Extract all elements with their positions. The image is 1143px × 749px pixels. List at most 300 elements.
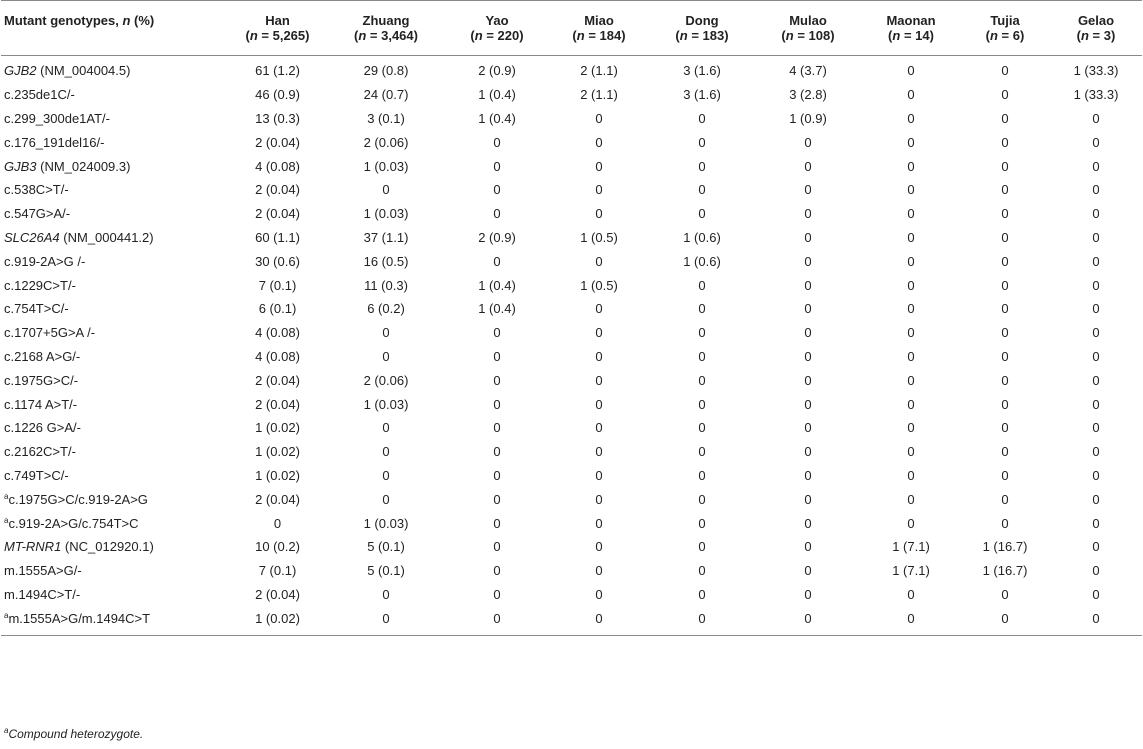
cell-value: 0 <box>804 206 812 222</box>
header-col-n-value: 5,265 <box>272 28 306 43</box>
cell-value: 0 <box>1092 539 1100 555</box>
cell-value: 0 <box>1001 182 1009 198</box>
cell-value: 2 (0.9) <box>478 63 516 79</box>
cell-value: 0 <box>1001 277 1009 293</box>
genotype-label: c.919-2A>G /- <box>4 253 86 269</box>
cell-value: 3 (1.6) <box>683 63 721 79</box>
cell-value: 0 <box>493 586 501 602</box>
cell-value: 0 <box>754 607 862 635</box>
cell-value: 0 <box>1001 372 1009 388</box>
cell-value: 0 <box>698 110 706 126</box>
n-symbol: n <box>474 28 483 43</box>
cell-value: 1 (16.7) <box>982 539 1028 555</box>
genotype-label: c.749T>C/- <box>4 467 69 483</box>
cell-value: 0 <box>1092 229 1100 245</box>
cell-value: 0 <box>382 325 390 341</box>
cell-value: 1 (0.4) <box>478 87 516 103</box>
cell-value: 0 <box>548 607 650 635</box>
cell-value: 0 <box>907 586 915 602</box>
cell-value: 0 <box>1092 372 1100 388</box>
cell-value: 1 (0.02) <box>255 420 300 436</box>
row-label <box>1 250 229 274</box>
row-label <box>1 440 229 464</box>
cell-value: 0 <box>1092 206 1100 222</box>
cell-value: 0 <box>804 539 812 555</box>
table-row <box>1 512 1142 536</box>
cell-value: 0 <box>698 444 706 460</box>
row-label <box>1 226 229 250</box>
cell-value: 0 <box>1092 396 1100 412</box>
footnote-text: Compound heterozygote. <box>8 727 144 741</box>
row-label <box>1 83 229 107</box>
cell-value: 0 <box>493 134 501 150</box>
table-row <box>1 226 1142 250</box>
cell-value: 0 <box>907 182 915 198</box>
cell-value: 30 (0.6) <box>255 253 300 269</box>
table-row <box>1 83 1142 107</box>
cell-value: 0 <box>1092 348 1100 364</box>
row-label <box>1 369 229 393</box>
header-col-n-value: 3 <box>1103 28 1111 43</box>
cell-value: 0 <box>698 586 706 602</box>
row-label <box>1 607 229 635</box>
cell-value: 0 <box>1092 467 1100 483</box>
cell-value: 0 <box>698 301 706 317</box>
table-row <box>1 583 1142 607</box>
row-label <box>1 583 229 607</box>
cell-value: 0 <box>493 491 501 507</box>
table-row <box>1 297 1142 321</box>
cell-value: 0 <box>493 563 501 579</box>
cell-value: 0 <box>1001 63 1009 79</box>
gene-name: MT-RNR1 <box>4 539 62 555</box>
cell-value: 1 (0.03) <box>363 206 409 222</box>
cell-value: 0 <box>804 372 812 388</box>
cell-value: 0 <box>1001 158 1009 174</box>
cell-value: 13 (0.3) <box>255 110 300 126</box>
cell-value: 1 (7.1) <box>892 563 930 579</box>
cell-value: 2 (0.04) <box>255 491 300 507</box>
row-label <box>1 107 229 131</box>
cell-value: 0 <box>382 444 390 460</box>
cell-value: 0 <box>1050 607 1142 635</box>
row-label <box>1 535 229 559</box>
genotype-label: c.1226 G>A/- <box>4 420 81 436</box>
cell-value: 2 (0.06) <box>363 134 409 150</box>
genotype-label: c.299_300de1AT/- <box>4 110 110 126</box>
cell-value: 0 <box>804 396 812 412</box>
cell-value: 0 <box>595 444 603 460</box>
cell-value: 1 (0.4) <box>478 277 516 293</box>
cell-value: 0 <box>698 372 706 388</box>
cell-value: 1 (0.4) <box>478 110 516 126</box>
header-col-8 <box>1050 1 1142 28</box>
cell-value: 0 <box>907 63 915 79</box>
cell-value: 0 <box>595 206 603 222</box>
cell-value: 2 (1.1) <box>580 87 618 103</box>
table-header <box>1 1 1142 56</box>
header-col-n-2: (n = 220) <box>446 27 548 55</box>
table-row <box>1 250 1142 274</box>
cell-value: 0 <box>595 372 603 388</box>
cell-value: 29 (0.8) <box>363 63 409 79</box>
cell-value: 0 <box>804 467 812 483</box>
cell-value: 4 (0.08) <box>255 348 300 364</box>
cell-value: 0 <box>907 87 915 103</box>
cell-value: 0 <box>907 134 915 150</box>
table-row <box>1 488 1142 512</box>
header-col-n-3: (n = 184) <box>548 27 650 55</box>
cell-value: 1 (0.9) <box>789 110 827 126</box>
n-symbol: n <box>679 28 688 43</box>
cell-value: 0 <box>1001 444 1009 460</box>
cell-value: 6 (0.2) <box>367 301 405 317</box>
genotype-label: m.1555A>G/- <box>4 563 82 579</box>
cell-value: 1 (0.5) <box>580 277 618 293</box>
row-label <box>1 202 229 226</box>
genotype-label: c.1707+5G>A /- <box>4 325 96 341</box>
cell-value: 0 <box>493 253 501 269</box>
cell-value: 1 (0.02) <box>229 607 326 635</box>
n-symbol: n <box>892 28 901 43</box>
cell-value: 0 <box>804 444 812 460</box>
cell-value: 0 <box>804 420 812 436</box>
cell-value: 0 <box>804 563 812 579</box>
cell-value: 0 <box>804 491 812 507</box>
table-row <box>1 440 1142 464</box>
table-row <box>1 155 1142 179</box>
cell-value: 0 <box>1001 515 1009 531</box>
cell-value: 61 (1.2) <box>255 63 300 79</box>
cell-value: 7 (0.1) <box>258 277 297 293</box>
table-row <box>1 535 1142 559</box>
cell-value: 60 (1.1) <box>255 229 300 245</box>
cell-value: 0 <box>698 348 706 364</box>
row-label <box>1 297 229 321</box>
cell-value: 4 (3.7) <box>789 63 827 79</box>
cell-value: 0 <box>698 467 706 483</box>
header-col-0 <box>229 1 326 28</box>
cell-value: 0 <box>1092 158 1100 174</box>
header-col-n-value: 108 <box>808 28 831 43</box>
cell-value: 0 <box>382 420 390 436</box>
genotype-label: c.754T>C/- <box>4 301 69 317</box>
cell-value: 0 <box>804 348 812 364</box>
cell-value: 2 (0.04) <box>255 586 300 602</box>
cell-value: 2 (0.04) <box>255 182 300 198</box>
header-col-n-8: (n = 3) <box>1050 27 1142 55</box>
header-col-n-0: (n = 5,265) <box>229 27 326 55</box>
cell-value: 16 (0.5) <box>363 253 409 269</box>
genotype-label: c.2162C>T/- <box>4 444 76 460</box>
cell-value: 0 <box>595 586 603 602</box>
cell-value: 4 (0.08) <box>255 325 300 341</box>
cell-value: 0 <box>804 158 812 174</box>
cell-value: 0 <box>1001 253 1009 269</box>
header-col-name: Dong <box>685 13 719 28</box>
cell-value: 0 <box>907 158 915 174</box>
cell-value: 0 <box>1001 491 1009 507</box>
cell-value: 0 <box>595 515 603 531</box>
cell-value: 0 <box>1092 420 1100 436</box>
cell-value: 0 <box>595 539 603 555</box>
table-row <box>1 345 1142 369</box>
cell-value: 11 (0.3) <box>364 277 408 293</box>
header-col-n-4: (n = 183) <box>650 27 754 55</box>
compound-marker: a <box>4 610 9 620</box>
row-label <box>1 55 229 83</box>
table-row <box>1 464 1142 488</box>
cell-value: 0 <box>698 491 706 507</box>
cell-value: 1 (0.03) <box>363 515 409 531</box>
cell-value: 0 <box>1001 87 1009 103</box>
header-col-4 <box>650 1 754 28</box>
cell-value: 0 <box>1001 229 1009 245</box>
cell-value: 0 <box>1001 467 1009 483</box>
cell-value: 3 (0.1) <box>367 110 405 126</box>
table-row <box>1 202 1142 226</box>
header-col-n-value: 183 <box>702 28 725 43</box>
cell-value: 0 <box>1092 110 1100 126</box>
header-col-n-6: (n = 14) <box>862 27 960 55</box>
cell-value: 5 (0.1) <box>367 563 405 579</box>
cell-value: 0 <box>493 396 501 412</box>
cell-value: 0 <box>493 420 501 436</box>
header-col-n-1: (n = 3,464) <box>326 27 446 55</box>
cell-value: 0 <box>907 396 915 412</box>
cell-value: 0 <box>698 134 706 150</box>
cell-value: 0 <box>1092 325 1100 341</box>
cell-value: 0 <box>1092 444 1100 460</box>
genotype-label: c.919-2A>G/c.754T>C <box>8 515 139 531</box>
cell-value: 2 (0.04) <box>255 134 300 150</box>
cell-value: 0 <box>907 301 915 317</box>
cell-value: 0 <box>1092 134 1100 150</box>
cell-value: 0 <box>595 467 603 483</box>
cell-value: 0 <box>804 301 812 317</box>
row-label <box>1 178 229 202</box>
header-col-3 <box>548 1 650 28</box>
cell-value: 0 <box>804 229 812 245</box>
cell-value: 3 (2.8) <box>789 87 827 103</box>
header-col-n-value: 3,464 <box>381 28 414 43</box>
gene-name: GJB2 <box>4 63 37 79</box>
cell-value: 1 (16.7) <box>982 563 1028 579</box>
cell-value: 1 (0.6) <box>683 229 721 245</box>
table-row <box>1 607 1142 635</box>
cell-value: 0 <box>907 491 915 507</box>
cell-value: 0 <box>804 325 812 341</box>
cell-value: 2 (0.04) <box>255 396 300 412</box>
cell-value: 0 <box>650 607 754 635</box>
cell-value: 3 (1.6) <box>683 87 721 103</box>
cell-value: 1 (0.03) <box>363 158 409 174</box>
row-label <box>1 131 229 155</box>
row-label <box>1 464 229 488</box>
row-label <box>1 559 229 583</box>
cell-value: 2 (1.1) <box>580 63 618 79</box>
row-label <box>1 512 229 536</box>
n-symbol: n <box>576 28 585 43</box>
cell-value: 0 <box>1001 301 1009 317</box>
cell-value: 0 <box>595 253 603 269</box>
header-col-7 <box>960 1 1050 28</box>
header-col-name: Miao <box>584 13 614 28</box>
cell-value: 0 <box>698 420 706 436</box>
cell-value: 0 <box>595 348 603 364</box>
cell-value: 0 <box>326 607 446 635</box>
cell-value: 0 <box>698 277 706 293</box>
cell-value: 0 <box>1001 206 1009 222</box>
cell-value: 0 <box>595 158 603 174</box>
genotype-label: c.1975G>C/c.919-2A>G <box>8 491 148 507</box>
cell-value: 0 <box>273 515 282 531</box>
cell-value: 0 <box>1001 420 1009 436</box>
gene-name: GJB3 <box>4 158 37 174</box>
row-label <box>1 155 229 179</box>
cell-value: 2 (0.06) <box>363 372 409 388</box>
cell-value: 0 <box>960 607 1050 635</box>
cell-value: 0 <box>907 444 915 460</box>
cell-value: 0 <box>1001 110 1009 126</box>
cell-value: 0 <box>907 325 915 341</box>
header-col-name: Han <box>265 13 290 28</box>
genotype-label: (NM_004004.5) <box>36 63 131 79</box>
cell-value: 0 <box>907 348 915 364</box>
genotype-label: c.2168 A>G/- <box>4 348 81 364</box>
cell-value: 1 (7.1) <box>892 539 930 555</box>
cell-value: 24 (0.7) <box>363 87 409 103</box>
row-label <box>1 488 229 512</box>
header-col-name: Gelao <box>1077 13 1115 28</box>
cell-value: 0 <box>1092 277 1100 293</box>
header-blank <box>1 27 229 55</box>
cell-value: 0 <box>595 563 603 579</box>
cell-value: 7 (0.1) <box>258 563 297 579</box>
compound-marker: a <box>4 491 9 501</box>
cell-value: 0 <box>595 182 603 198</box>
cell-value: 0 <box>1092 563 1100 579</box>
cell-value: 1 (0.4) <box>478 301 516 317</box>
n-symbol: n <box>785 28 794 43</box>
n-symbol: n <box>249 28 258 43</box>
table-row <box>1 131 1142 155</box>
cell-value: 2 (0.04) <box>255 372 300 388</box>
cell-value: 0 <box>493 206 501 222</box>
cell-value: 0 <box>698 515 706 531</box>
cell-value: 0 <box>698 563 706 579</box>
cell-value: 0 <box>907 229 915 245</box>
cell-value: 0 <box>907 467 915 483</box>
cell-value: 0 <box>382 467 390 483</box>
row-label <box>1 274 229 298</box>
cell-value: 1 (0.5) <box>580 229 618 245</box>
table-row <box>1 393 1142 417</box>
header-col-n-value: 220 <box>497 28 520 43</box>
cell-value: 0 <box>698 325 706 341</box>
cell-value: 0 <box>493 325 501 341</box>
genotype-label: (NM_024009.3) <box>36 158 131 174</box>
cell-value: 0 <box>1092 515 1100 531</box>
cell-value: 0 <box>382 348 390 364</box>
cell-value: 2 (0.04) <box>255 206 300 222</box>
header-col-name: Maonan <box>886 13 936 28</box>
cell-value: 0 <box>804 586 812 602</box>
cell-value: 0 <box>493 182 501 198</box>
cell-value: 0 <box>1001 325 1009 341</box>
genotype-table <box>1 0 1142 636</box>
header-col-n-value: 6 <box>1012 28 1020 43</box>
cell-value: 0 <box>595 420 603 436</box>
cell-value: 0 <box>907 277 915 293</box>
table-row <box>1 559 1142 583</box>
n-symbol: n <box>1080 28 1089 43</box>
cell-value: 1 (33.3) <box>1073 63 1119 79</box>
n-symbol: n <box>358 28 367 43</box>
cell-value: 0 <box>595 491 603 507</box>
cell-value: 0 <box>698 158 706 174</box>
cell-value: 37 (1.1) <box>363 229 409 245</box>
cell-value: 0 <box>804 277 812 293</box>
table-row <box>1 416 1142 440</box>
genotype-label: c.538C>T/- <box>4 182 69 198</box>
table-body <box>1 55 1142 635</box>
genotype-label: c.1229C>T/- <box>4 277 76 293</box>
cell-value: 0 <box>1092 182 1100 198</box>
header-col-n-5: (n = 108) <box>754 27 862 55</box>
cell-value: 0 <box>1001 396 1009 412</box>
genotype-label: m.1494C>T/- <box>4 586 81 602</box>
cell-value: 1 (0.6) <box>683 253 721 269</box>
header-genotype-n: n <box>122 13 131 28</box>
cell-value: 0 <box>1001 348 1009 364</box>
footnote <box>4 727 143 741</box>
table-row <box>1 369 1142 393</box>
genotype-label: c.1174 A>T/- <box>4 396 78 412</box>
cell-value: 0 <box>804 253 812 269</box>
gene-name: SLC26A4 <box>4 229 60 245</box>
cell-value: 0 <box>907 110 915 126</box>
cell-value: 0 <box>1092 253 1100 269</box>
cell-value: 0 <box>698 539 706 555</box>
cell-value: 0 <box>595 134 603 150</box>
header-col-name: Zhuang <box>362 13 410 28</box>
row-label <box>1 321 229 345</box>
cell-value: 0 <box>1092 586 1100 602</box>
header-col-2 <box>446 1 548 28</box>
cell-value: 4 (0.08) <box>255 158 300 174</box>
header-col-n-7: (n = 6) <box>960 27 1050 55</box>
compound-marker: a <box>4 515 9 525</box>
cell-value: 5 (0.1) <box>367 539 405 555</box>
cell-value: 0 <box>1092 301 1100 317</box>
cell-value: 0 <box>493 515 501 531</box>
cell-value: 0 <box>1001 134 1009 150</box>
cell-value: 0 <box>595 396 603 412</box>
cell-value: 0 <box>1001 586 1009 602</box>
cell-value: 0 <box>595 110 603 126</box>
cell-value: 0 <box>698 206 706 222</box>
cell-value: 0 <box>862 607 960 635</box>
row-label <box>1 416 229 440</box>
row-label <box>1 345 229 369</box>
table-row <box>1 55 1142 83</box>
cell-value: 0 <box>698 182 706 198</box>
cell-value: 0 <box>493 348 501 364</box>
cell-value: 0 <box>493 372 501 388</box>
table-row <box>1 321 1142 345</box>
cell-value: 0 <box>1092 491 1100 507</box>
